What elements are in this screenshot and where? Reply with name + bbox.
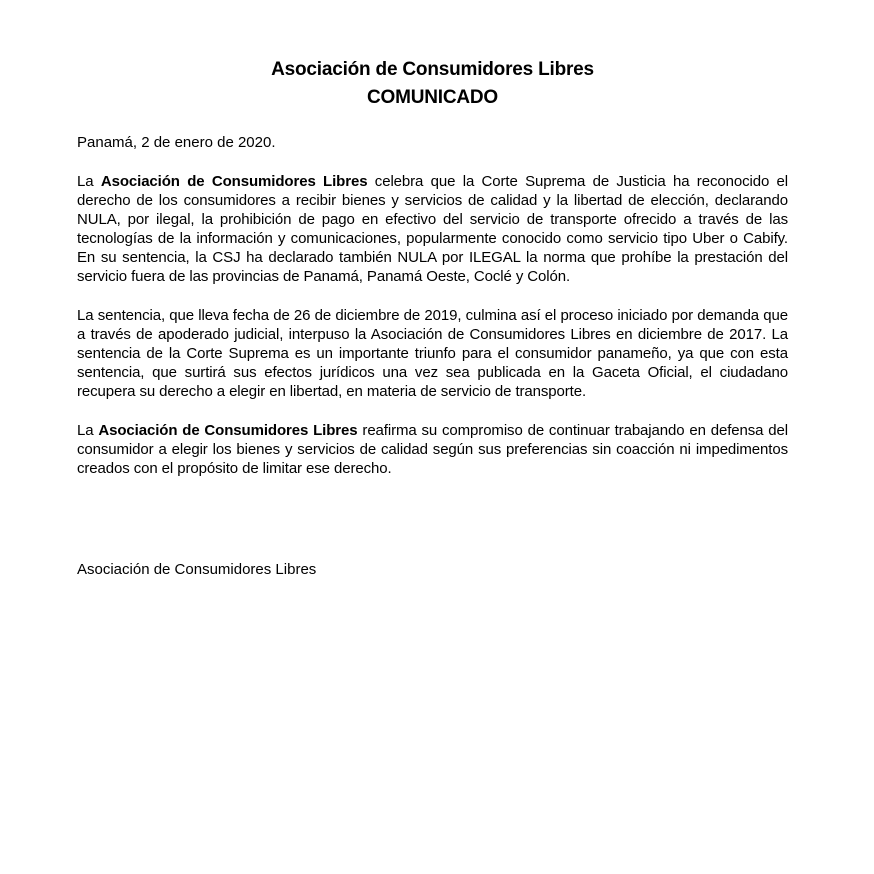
document-title (77, 56, 788, 112)
paragraph-3-org-bold: Asociación de Consumidores Libres (98, 422, 358, 439)
paragraph-3 (77, 421, 788, 478)
paragraph-1 (77, 172, 788, 286)
title-comunicado: COMUNICADO (367, 87, 498, 108)
paragraph-1-org-bold: Asociación de Consumidores Libres (100, 173, 368, 190)
paragraph-3-run-1: La (77, 422, 99, 439)
paragraph-2 (77, 306, 788, 401)
paragraph-1-run-3: celebra que la Corte Suprema de Justicia ha reconocido el derecho de los consumidores a recibir bienes y servicios de calidad y la libertad de elección, declarando NULA, por ilegal, la prohibición de pago en efectivo del servicio de transporte ofrecido a través de las tecnologías de la información y comunicaciones, popularmente conocido como servicio tipo Uber o Cabify. En su sentencia, la CSJ ha declarado también NULA por ILEGAL la norma que prohíbe la prestación del servicio fuera de las provincias de Panamá, Panamá Oeste, Coclé y Colón. (77, 173, 789, 285)
paragraph-2-run-1: La sentencia, que lleva fecha de 26 de diciembre de 2019, culmina así el proceso iniciado por demanda que a través de apoderado judicial, interpuso la Asociación de Consumidores Libres en diciembre de 2017. La sentencia de la Corte Suprema es un importante triunfo para el consumidor panameño, ya que con esta sentencia, que surtirá sus efectos jurídicos una vez sea publicada en la Gaceta Oficial, el ciudadano recupera su derecho a elegir en libertad, en materia de servicio de transporte. (77, 307, 788, 400)
paragraph-1-run-1: La (77, 173, 101, 190)
signature-line: Asociación de Consumidores Libres (77, 561, 317, 578)
dateline: Panamá, 2 de enero de 2020. (77, 134, 276, 151)
document-content (77, 56, 788, 594)
paragraph-3-run-3: reafirma su compromiso de continuar trabajando en defensa del consumidor a elegir los bienes y servicios de calidad según sus preferencias sin coacción ni impedimentos creados con el propósito de limitar ese derecho. (77, 422, 788, 477)
title-org-name: Asociación de Consumidores Libres (271, 59, 594, 80)
